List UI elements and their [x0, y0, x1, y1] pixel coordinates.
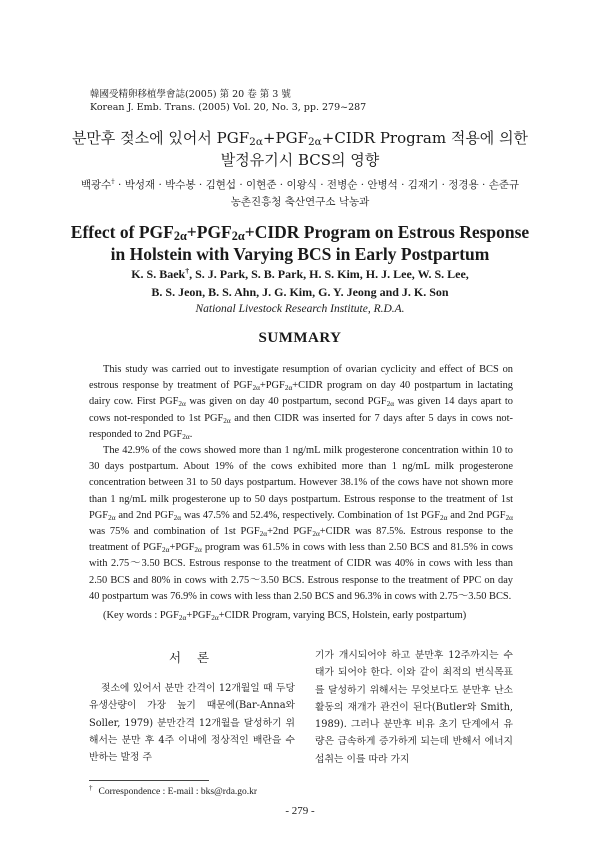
abstract-paragraph-1: This study was carried out to investigate resumption of ovarian cyclicity and effect of BCS on estrous response by treatment of $PGF_{2\alpha}+PGF_{2\alpha}+CIDR$ program on day 40 postpartum in lactating dairy cow. First $PGF_{2\alpha}$ was given on day 40 postpartum, second $PGF_{2\alpha}$ was given 14 days apart to cows not-responded to 1st $PGF_{2\alpha}$ and then CIDR was inserted for 7 days after 5 days in cows not-responded to 2nd $PGF_{2\alpha}$. — [89, 364, 513, 441]
intro-left-text: 젖소에 있어서 분만 간격이 12개월일 때 두당 유생산량이 가장 높기 때문에(Bar-Anna와 Soller, 1979) 분만간격 12개월을 달성하기 위해서는 분만 후 4주 이내에 정상적인 배란을 수반하는 발정 주 — [89, 683, 295, 764]
intro-left-column — [89, 680, 295, 766]
intro-heading: 서 론 — [168, 650, 216, 665]
footnote-text: Correspondence : E-mail : bks@rda.go.kr — [98, 787, 258, 798]
footnote-mark: † — [89, 784, 93, 792]
korean-authors: 백광수† · 박성재 · 박수봉 · 김현섭 · 이현준 · 이왕식 · 전병순 · 안병석 · 김재기 · 정경용 · 손준규 — [80, 177, 520, 191]
english-affiliation: National Livestock Research Institute, R.D.A. — [195, 303, 405, 315]
page-number: - 279 - — [285, 805, 315, 817]
english-authors-line1: K. S. Baek†, S. J. Park, S. B. Park, H. S. Kim, H. J. Lee, W. S. Lee, — [131, 266, 469, 281]
korean-title-line2: 발정유기시 BCS의 영향 — [220, 151, 380, 169]
summary-heading: SUMMARY — [258, 330, 342, 346]
korean-title-line1: 분만후 젖소에 있어서 $PGF_{2\alpha}+PGF_{2\alpha}+CIDR$ Program 적용에 의한 — [71, 129, 529, 148]
intro-right-text: 기가 개시되어야 하고 분만후 12주까지는 수태가 되어야 한다. 이와 같이 최적의 번식목표를 달성하기 위해서는 무엇보다도 분만후 난소 활동의 재개가 관건이 된다(Butler와 Smith, 1989). 그러나 분만후 비유 초기 단계에서 유량은 급속하게 증가하게 되는데 반해서 에너지 섭취는 이를 따라 가지 — [315, 650, 513, 765]
english-title-line1: Effect of $PGF_{2\alpha}+PGF_{2\alpha}+CIDR$ Program on Estrous Response — [70, 222, 530, 243]
english-authors-line2: B. S. Jeon, B. S. Ahn, J. G. Kim, G. Y. Jeong and J. K. Son — [151, 285, 449, 299]
korean-affiliation: 농촌진흥청 축산연구소 낙농과 — [230, 196, 370, 208]
abstract-paragraph-2: The 42.9% of the cows showed more than 1 ng/mL milk progesterone concentration within 10 to 30 days postpartum. About 19% of the cows exhibited more than 1 ng/mL milk progesterone concentration between 31 to 50 days postpartum. However 38.1% of the cows have not shown more than 1 ng/mL milk progesterone up to 50 days postpartum. Estrous response to the treatment of 1st $PGF_{2\alpha}$ and 2nd $PGF_{2\alpha}$ was 47.5% and 52.4%, respectively. Combination of 1st $PGF_{2\alpha}$ and 2nd $PGF_{2\alpha}$ was 75% and combination of 1st $PGF_{2\alpha}+2nd$ $PGF_{2\alpha}+CIDR$ was 87.5%. Estrous response to the treatment of $PGF_{2\alpha}+PGF_{2\alpha}$ program was 61.5% in cows with less than 2.50 BCS and 81.5% in cows with 2.75～3.50 BCS. Estrous response to the treatment of CIDR was 40% in cows with less than 2.50 BCS and 80% in cows with 2.75～3.50 BCS. Estrous response to the treatment of PPC on day 40 postpartum was 76.9% in cows with less than 2.50 BCS and 96.3% in cows with 2.75～3.50 BCS. — [89, 445, 513, 602]
intro-right-column — [315, 647, 513, 768]
footnote — [89, 784, 257, 797]
keywords: (Key words : $PGF_{2\alpha}+PGF_{2\alpha}+CIDR$ Program, varying BCS, Holstein, early postpartum) — [103, 610, 467, 622]
journal-header — [90, 88, 366, 114]
abstract — [89, 362, 513, 605]
journal-line-english: Korean J. Emb. Trans. (2005) Vol. 20, No. 3, pp. 279~287 — [90, 102, 367, 113]
footnote-rule — [89, 780, 209, 781]
journal-line-korean: 韓國受精卵移植學會誌(2005) 第 20 卷 第 3 號 — [90, 89, 291, 100]
english-title-line2: in Holstein with Varying BCS in Early Postpartum — [110, 244, 490, 264]
